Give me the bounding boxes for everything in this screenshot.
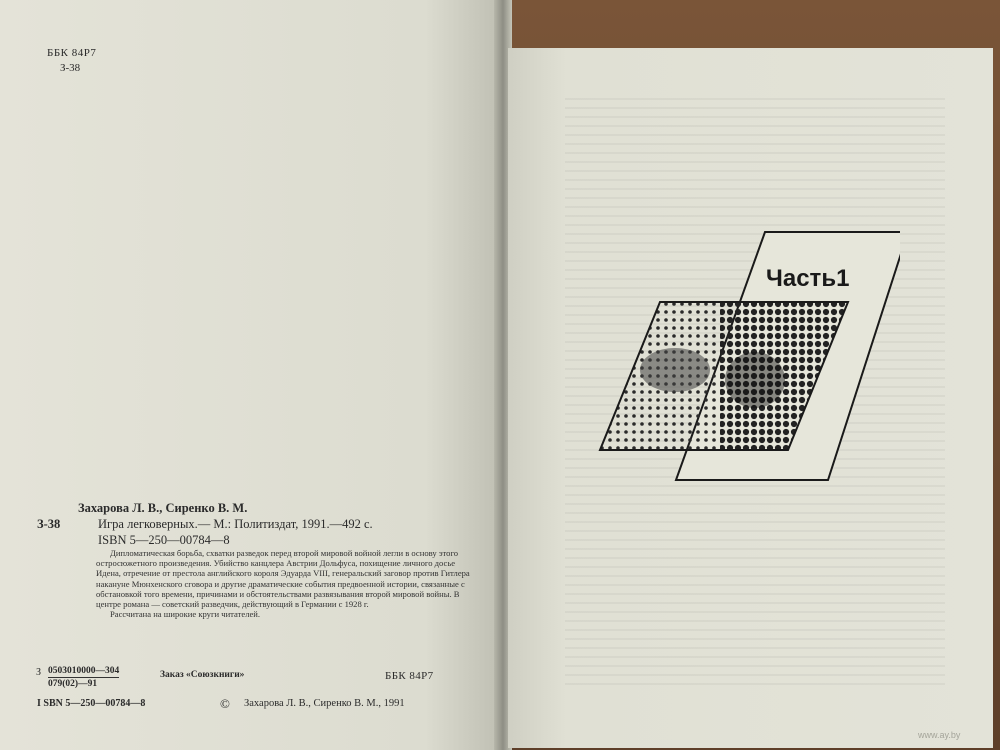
order-note: Заказ «Союзкниги» [160,670,245,680]
part-emblem [590,220,900,500]
authors: Захарова Л. В., Сиренко В. М. [78,501,248,515]
isbn-line: ISBN 5—250—00784—8 [98,533,230,547]
bbk-code-bottom: ББК 84Р7 [385,670,434,682]
catalog-fraction [48,666,119,689]
abstract [96,548,481,619]
book-title-line: Игра легковерных.— М.: Политиздат, 1991.—492 с. [98,517,373,531]
copyright-icon: © [220,696,230,711]
abstract-paragraph: Дипломатическая борьба, схватки разведок перед второй мировой войной легли в основу этого остросюжетного произведения. Убийство канцлера Австрии Дольфуса, похищение личного досье Идена, отречение от престола английского короля Эдуарда VIII, генеральский заговор против Гитлера накануне Мюнхенского сговора и другие драматические события предвоенной истории, связанные с обстановкой того времени, причинами и обстоятельствами развязывания второй мировой войны. В центре романа — советский разведчик, действующий в Германии с 1928 г. [96,548,470,610]
copyright-line: Захарова Л. В., Сиренко В. М., 1991 [244,698,405,709]
bbk-code-top: ББК 84Р7 [47,47,97,59]
author-code-top: З-38 [60,62,81,74]
watermark: www.ay.by [918,730,961,740]
fraction-denominator: 079(02)—91 [48,679,98,689]
author-code-side: З-38 [37,517,61,531]
part-label: Часть1 [766,265,850,292]
fraction-numerator: 0503010000—304 [48,666,120,676]
abstract-audience: Рассчитана на широкие круги читателей. [110,609,261,620]
isbn-bottom: I SBN 5—250—00784—8 [37,698,146,709]
index-letter: З [36,667,42,678]
